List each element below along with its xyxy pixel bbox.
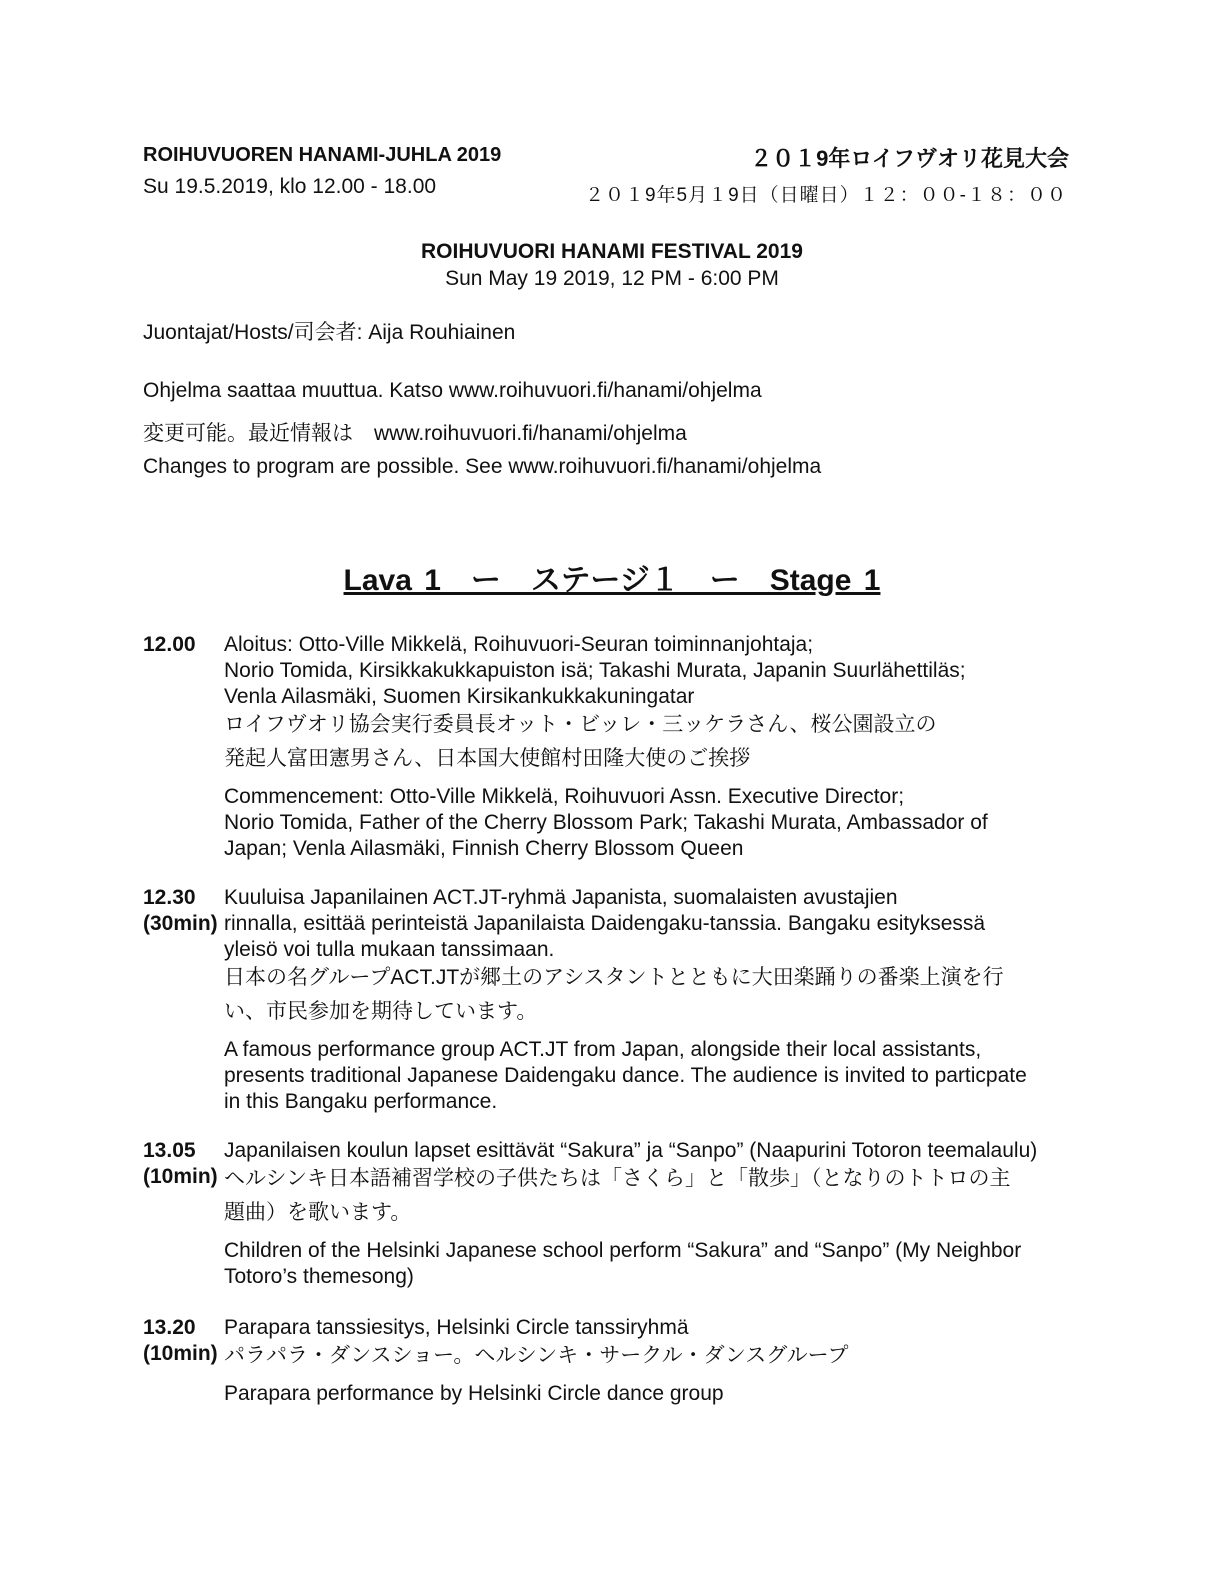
finnish-title: ROIHUVUOREN HANAMI-JUHLA 2019 — [143, 144, 502, 166]
desc-english-line: Commencement: Otto-Ville Mikkelä, Roihuvuori Assn. Executive Director; — [224, 785, 905, 808]
entry-time-column — [143, 885, 218, 937]
program-change-notice — [143, 379, 821, 493]
japanese-date: ２０１9年5月１9日（日曜日）１２：００-１８：００ — [584, 185, 1067, 206]
desc-finnish-line: Norio Tomida, Kirsikkakukkapuiston isä; Takashi Murata, Japanin Suurlähettiläs; — [224, 659, 966, 682]
desc-japanese-line: い、市民参加を期待しています。 — [224, 1000, 538, 1023]
entry-time-column — [143, 632, 196, 658]
desc-english-line: Japan; Venla Ailasmäki, Finnish Cherry Blossom Queen — [224, 837, 744, 860]
desc-finnish-line: rinnalla, esittää perinteistä Japanilaista Daidengaku-tanssia. Bangaku esityksessä — [224, 912, 986, 935]
entry-time: 12.00 — [143, 633, 196, 656]
stage-heading: Lava 1 ー ステージ１ ー Stage 1 — [343, 564, 881, 597]
desc-japanese-line: 日本の名グループACT.JTが郷土のアシスタントとともに大田楽踊りの番楽上演を行 — [224, 966, 1004, 989]
change-notice-japanese: 変更可能。最近情報は www.roihuvuori.fi/hanami/ohjelma — [143, 422, 687, 445]
entry-time: 12.30 — [143, 886, 196, 909]
entry-description — [224, 885, 1154, 1115]
hosts-line: Juontajat/Hosts/司会者: Aija Rouhiainen — [143, 321, 516, 344]
desc-japanese-line: 発起人富田憲男さん、日本国大使館村田隆大使のご挨拶 — [224, 747, 751, 770]
change-notice-finnish: Ohjelma saattaa muuttua. Katso www.roihuvuori.fi/hanami/ohjelma — [143, 379, 762, 402]
desc-finnish-line: Kuuluisa Japanilainen ACT.JT-ryhmä Japanista, suomalaisten avustajien — [224, 886, 898, 909]
desc-english-line: Children of the Helsinki Japanese school perform “Sakura” and “Sanpo” (My Neighbor — [224, 1239, 1022, 1262]
desc-japanese-line: ヘルシンキ日本語補習学校の子供たちは「さくら」と「散歩」（となりのトトロの主 — [224, 1167, 1011, 1190]
entry-description — [224, 632, 1154, 862]
finnish-date: Su 19.5.2019, klo 12.00 - 18.00 — [143, 175, 437, 198]
desc-finnish-line: Parapara tanssiesitys, Helsinki Circle tanssiryhmä — [224, 1316, 689, 1339]
desc-finnish-line: Venla Ailasmäki, Suomen Kirsikankukkakuningatar — [224, 685, 695, 708]
desc-finnish-line: Japanilaisen koulun lapset esittävät “Sakura” ja “Sanpo” (Naapurini Totoron teemalaulu) — [224, 1139, 1038, 1162]
english-header — [0, 238, 1224, 292]
desc-japanese-line: ロイフヴオリ協会実行委員長オット・ビッレ・三ッケラさん、桜公園設立の — [224, 713, 937, 736]
english-title: ROIHUVUORI HANAMI FESTIVAL 2019 — [421, 240, 803, 263]
desc-finnish-line: Aloitus: Otto-Ville Mikkelä, Roihuvuori-Seuran toiminnanjohtaja; — [224, 633, 814, 656]
desc-english-line: Norio Tomida, Father of the Cherry Blossom Park; Takashi Murata, Ambassador of — [224, 811, 988, 834]
entry-time: 13.20 — [143, 1316, 196, 1339]
desc-finnish-line: yleisö voi tulla mukaan tanssimaan. — [224, 938, 555, 961]
entry-duration: (10min) — [143, 1342, 218, 1365]
entry-description — [224, 1315, 1154, 1407]
desc-english-line: A famous performance group ACT.JT from Japan, alongside their local assistants, — [224, 1038, 982, 1061]
desc-english-line: Parapara performance by Helsinki Circle dance group — [224, 1382, 724, 1405]
entry-description — [224, 1138, 1154, 1290]
entry-duration: (10min) — [143, 1165, 218, 1188]
desc-japanese-line: パラパラ・ダンスショー。ヘルシンキ・サークル・ダンスグループ — [224, 1344, 849, 1367]
entry-time-column — [143, 1138, 218, 1190]
english-date: Sun May 19 2019, 12 PM - 6:00 PM — [445, 267, 779, 290]
change-notice-english: Changes to program are possible. See www.roihuvuori.fi/hanami/ohjelma — [143, 455, 822, 478]
entry-time: 13.05 — [143, 1139, 196, 1162]
desc-english-line: presents traditional Japanese Daidengaku dance. The audience is invited to particpate — [224, 1064, 1027, 1087]
desc-english-line: in this Bangaku performance. — [224, 1090, 498, 1113]
japanese-title: ２０１9年ロイフヴオリ花見大会 — [750, 146, 1069, 171]
desc-japanese-line: 題曲）を歌います。 — [224, 1201, 412, 1224]
entry-duration: (30min) — [143, 912, 218, 935]
entry-time-column — [143, 1315, 218, 1367]
desc-english-line: Totoro’s themesong) — [224, 1265, 414, 1288]
